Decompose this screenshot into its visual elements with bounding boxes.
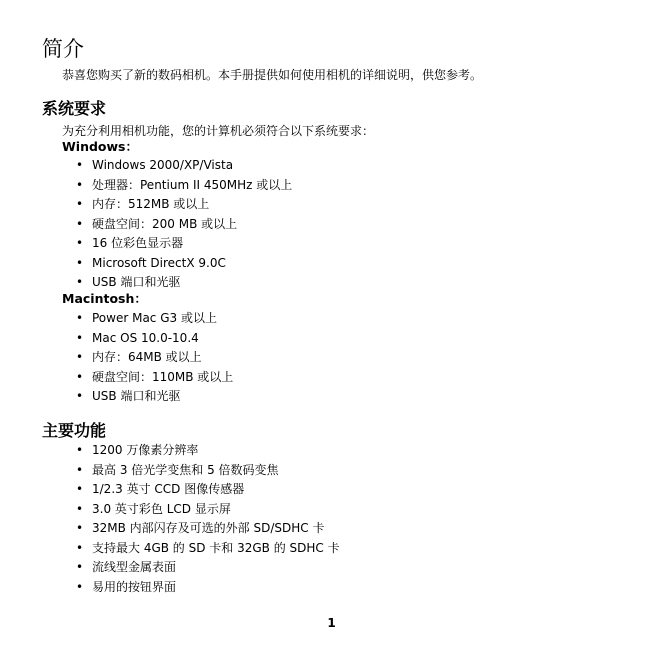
list-item-text: Microsoft DirectX 9.0C [92,255,226,270]
windows-label: Windows： [62,139,138,154]
list-item-text: 硬盘空间：200 MB 或以上 [92,216,238,231]
intro-heading: 简介 [42,37,84,61]
bullet: • [76,501,84,516]
bullet: • [76,158,84,172]
bullet: • [76,216,84,231]
list-item-text: 16 位彩色显示器 [92,236,184,250]
list-item-text: USB 端口和光驱 [92,389,181,403]
list-item-text: 1200 万像素分辨率 [92,443,199,457]
bullet: • [76,197,84,211]
bullet: • [76,275,84,289]
bullet: • [76,350,84,364]
intro-text: 恭喜您购买了新的数码相机。本手册提供如何使用相机的详细说明，供您参考。 [62,68,483,82]
list-item-text: 最高 3 倍光学变焦和 5 倍数码变焦 [92,462,279,477]
requirements-heading: 系统要求 [42,99,107,118]
requirements-intro: 为充分利用相机功能，您的计算机必须符合以下系统要求： [62,124,375,138]
bullet: • [76,177,84,192]
bullet: • [76,255,84,270]
bullet: • [76,579,84,594]
list-item-text: 1/2.3 英寸 CCD 图像传感器 [92,482,245,496]
bullet: • [76,389,84,403]
list-item-text: Power Mac G3 或以上 [92,311,217,325]
list-item-text: 内存：64MB 或以上 [92,350,202,364]
bullet: • [76,521,84,535]
list-item-text: 处理器：Pentium II 450MHz 或以上 [92,177,293,192]
page-number: 1 [327,616,336,630]
bullet: • [76,482,84,496]
bullet: • [76,443,84,457]
features-heading: 主要功能 [42,421,107,440]
list-item-text: 硬盘空间：110MB 或以上 [92,369,234,384]
macintosh-label: Macintosh： [62,291,147,306]
list-item-text: Mac OS 10.0-10.4 [92,330,199,345]
bullet: • [76,560,84,574]
list-item-text: Windows 2000/XP/Vista [92,158,234,172]
list-item-text: 内存：512MB 或以上 [92,197,210,211]
bullet: • [76,236,84,250]
bullet: • [76,311,84,325]
list-item-text: 3.0 英寸彩色 LCD 显示屏 [92,501,231,516]
list-item-text: 流线型金属表面 [92,560,177,574]
bullet: • [76,540,84,555]
list-item-text: 支持最大 4GB 的 SD 卡和 32GB 的 SDHC 卡 [92,540,340,555]
list-item-text: 易用的按钮界面 [92,579,177,594]
list-item-text: USB 端口和光驱 [92,275,181,289]
bullet: • [76,330,84,345]
list-item-text: 32MB 内部闪存及可选的外部 SD/SDHC 卡 [92,521,325,535]
bullet: • [76,462,84,477]
bullet: • [76,369,84,384]
